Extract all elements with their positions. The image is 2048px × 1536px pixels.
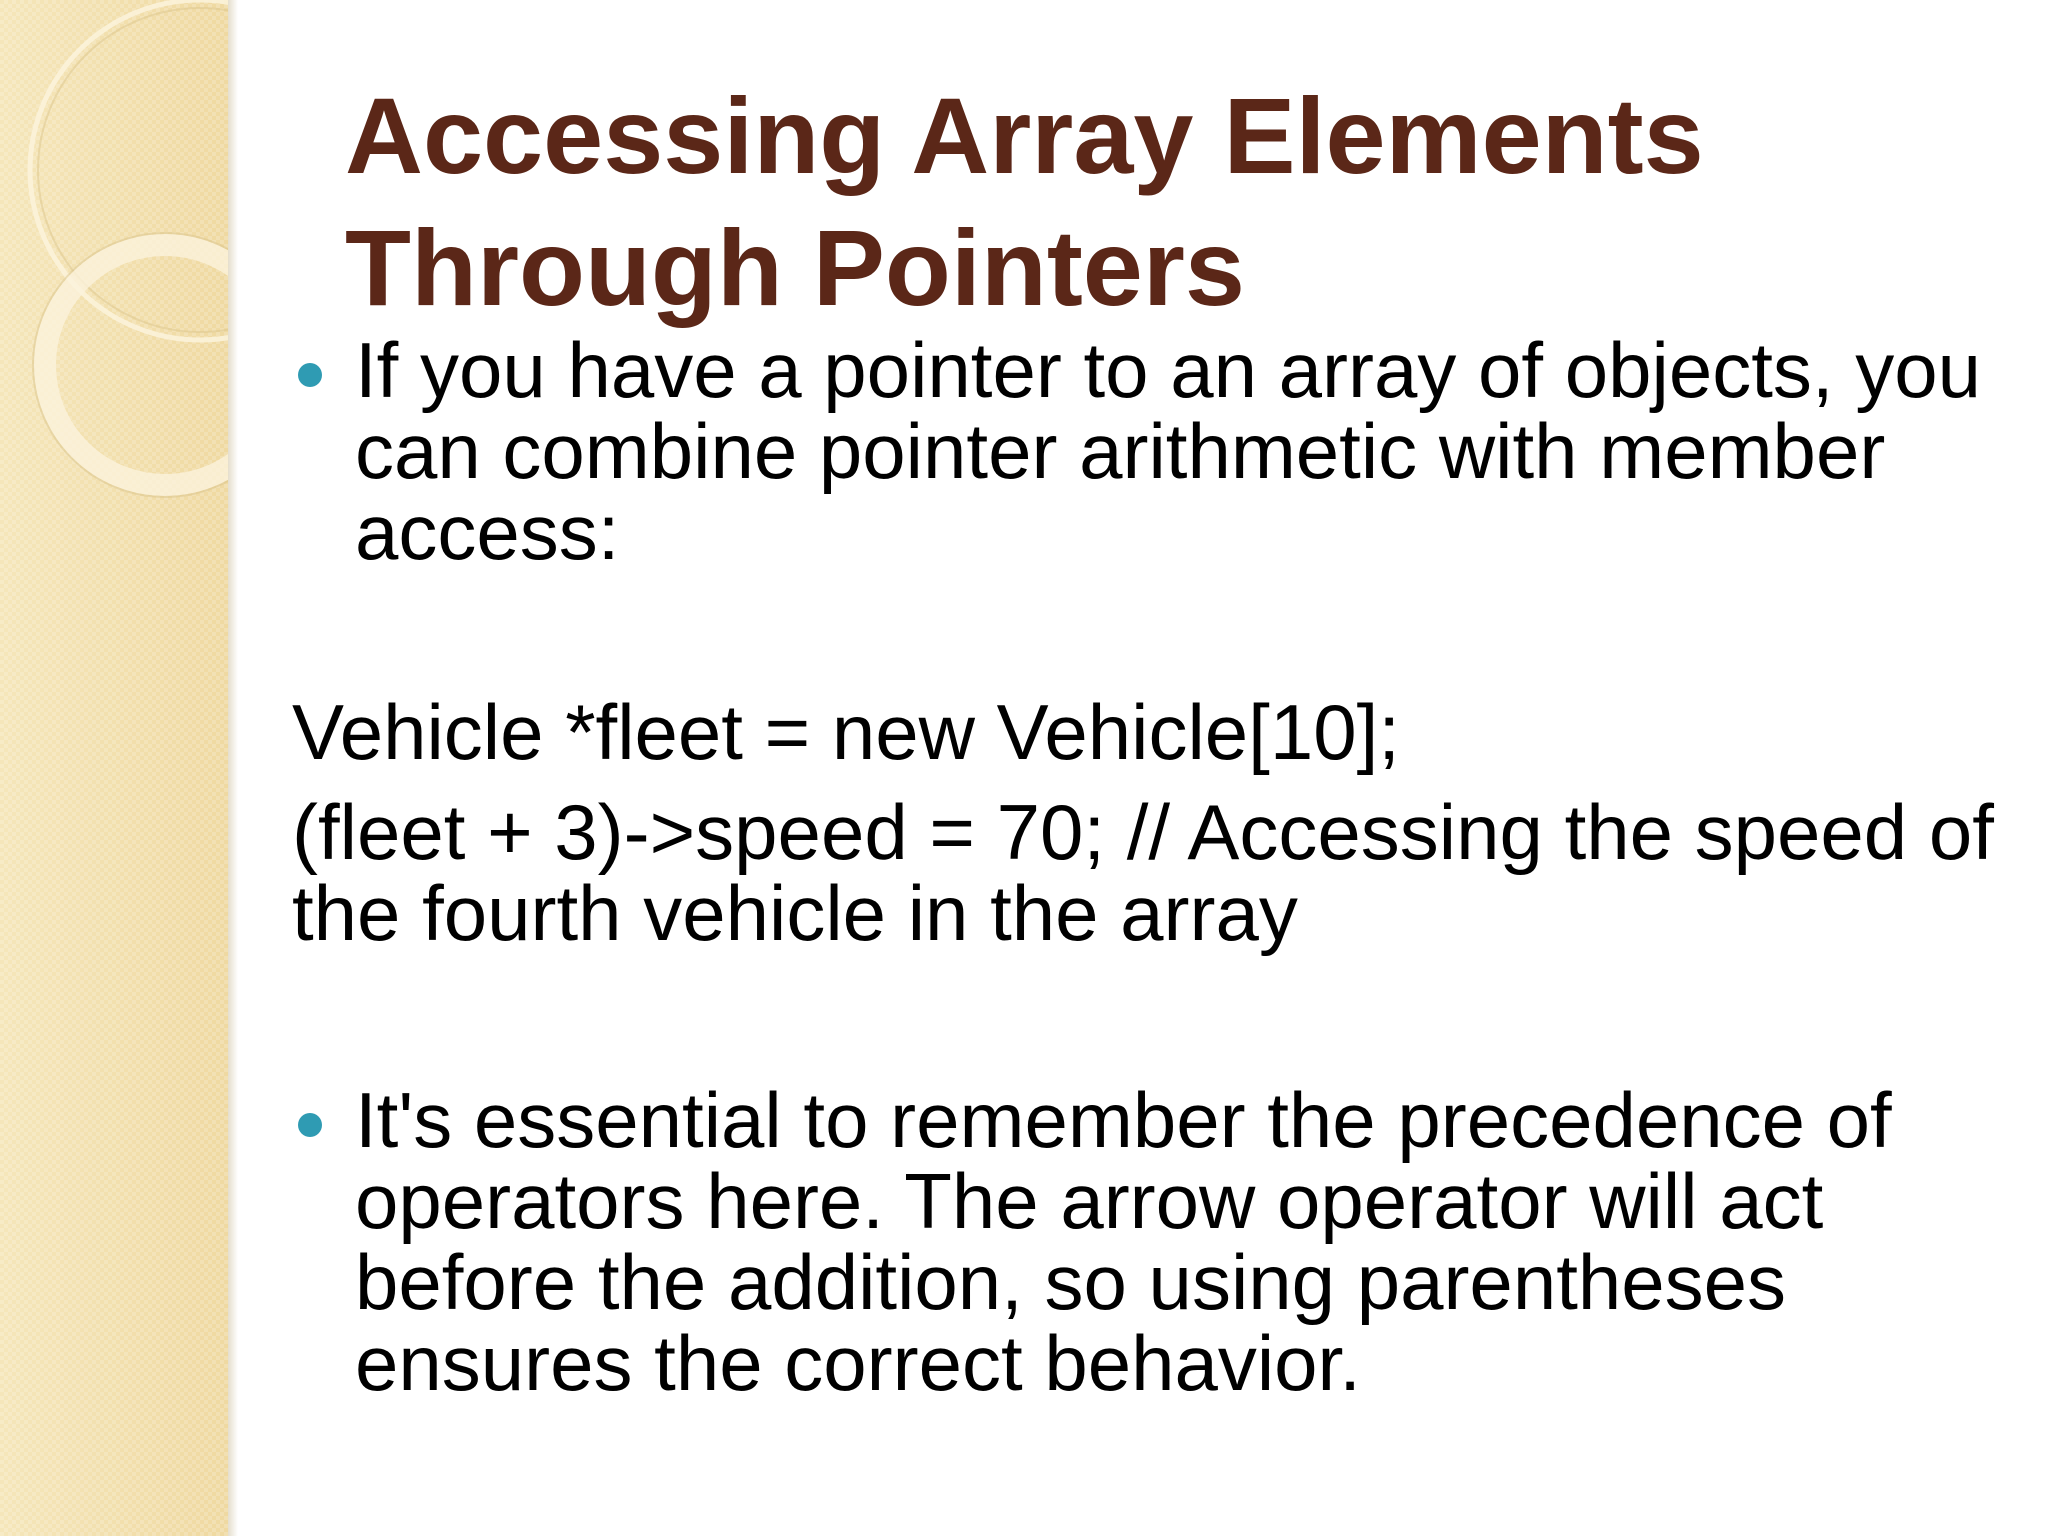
code-line-2: (fleet + 3)->speed = 70; // Accessing the speed of the fourth vehicle in the array xyxy=(292,788,1994,957)
bullet-text-1: If you have a pointer to an array of objects, you can combine pointer arithmetic with member access: xyxy=(355,326,1981,576)
bullet-text-2: It's essential to remember the precedence of operators here. The arrow operator will act before the addition, so using parentheses ensures the correct behavior. xyxy=(355,1076,1892,1407)
bullet-item-2 xyxy=(355,1076,2015,1407)
side-band-shadow xyxy=(228,0,238,1536)
code-line-1: Vehicle *fleet = new Vehicle[10]; xyxy=(292,688,1400,776)
bullet-item-1 xyxy=(355,326,2015,576)
bullet-dot-icon xyxy=(298,1113,322,1137)
bullet-dot-icon xyxy=(298,363,322,387)
decorative-circles-icon xyxy=(0,0,228,1536)
slide-title-line-1: Accessing Array Elements xyxy=(345,75,1704,196)
slide-title-line-2: Through Pointers xyxy=(345,207,1245,328)
slide-title xyxy=(345,70,1995,334)
decorative-side-band xyxy=(0,0,228,1536)
